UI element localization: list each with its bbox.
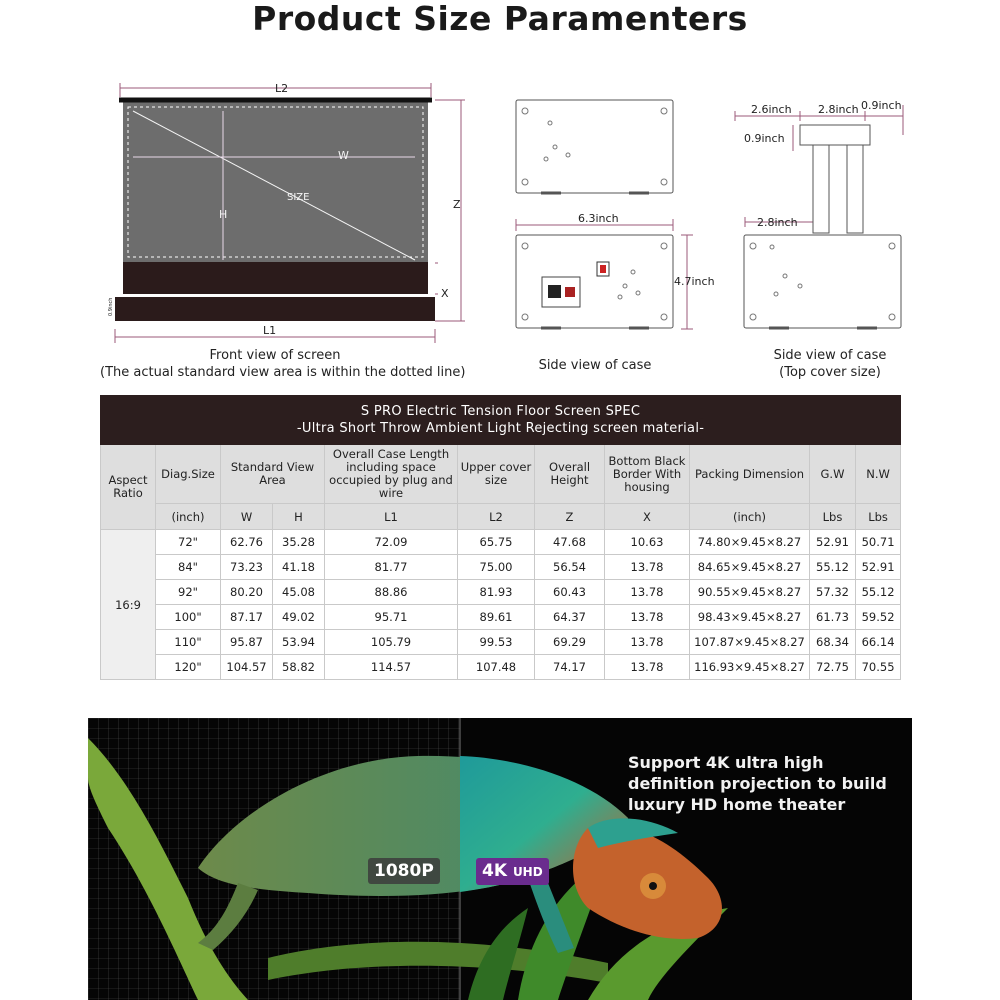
cell-w: 95.87 xyxy=(221,630,273,655)
header-diag-size: Diag.Size xyxy=(156,445,221,504)
cell-gw: 72.75 xyxy=(810,655,856,680)
z-label: Z xyxy=(453,198,461,211)
cell-diag: 92" xyxy=(156,580,221,605)
cell-z: 74.17 xyxy=(535,655,605,680)
header-standard-view: Standard View Area xyxy=(221,445,325,504)
cell-h: 35.28 xyxy=(273,530,325,555)
cell-nw: 52.91 xyxy=(856,555,901,580)
size-diagram xyxy=(95,75,915,385)
top-cover-shape xyxy=(800,125,870,233)
cell-diag: 72" xyxy=(156,530,221,555)
side-case-bottom xyxy=(516,235,673,328)
cell-l1: 105.79 xyxy=(325,630,458,655)
cell-h: 41.18 xyxy=(273,555,325,580)
unit-nw: Lbs xyxy=(856,504,901,530)
unit-w: W xyxy=(221,504,273,530)
cell-z: 56.54 xyxy=(535,555,605,580)
unit-z: Z xyxy=(535,504,605,530)
table-row xyxy=(101,605,901,630)
cell-x: 13.78 xyxy=(605,655,690,680)
spec-table-title xyxy=(101,396,901,445)
bottom-border xyxy=(123,262,428,294)
cell-packing: 74.80×9.45×8.27 xyxy=(690,530,810,555)
small-dim-label: 0.9inch xyxy=(108,297,114,316)
cell-h: 45.08 xyxy=(273,580,325,605)
top-cover-a-label: 2.6inch xyxy=(751,103,792,116)
unit-h: H xyxy=(273,504,325,530)
cell-h: 53.94 xyxy=(273,630,325,655)
badge-4k-uhd xyxy=(476,858,549,885)
unit-gw: Lbs xyxy=(810,504,856,530)
top-cover-caption-line2: (Top cover size) xyxy=(779,365,881,380)
top-cover-case xyxy=(744,235,901,328)
unit-packing: (inch) xyxy=(690,504,810,530)
header-nw: N.W xyxy=(856,445,901,504)
table-row xyxy=(101,530,901,555)
cell-z: 64.37 xyxy=(535,605,605,630)
top-cover-caption-line1: Side view of case xyxy=(773,348,887,363)
cell-diag: 84" xyxy=(156,555,221,580)
power-socket-slot xyxy=(548,285,561,298)
cell-diag: 100" xyxy=(156,605,221,630)
aspect-ratio-cell: 16:9 xyxy=(101,530,156,680)
l1-label: L1 xyxy=(263,324,277,337)
cell-nw: 66.14 xyxy=(856,630,901,655)
banner-text: Support 4K ultra high definition projection to build luxury HD home theater xyxy=(628,753,887,814)
spec-table-header-row xyxy=(101,445,901,504)
l2-label: L2 xyxy=(275,82,289,95)
cell-nw: 55.12 xyxy=(856,580,901,605)
header-case-length: Overall Case Length including space occupied by plug and wire xyxy=(325,445,458,504)
side-height-label: 4.7inch xyxy=(674,275,715,288)
spec-table xyxy=(100,395,901,680)
cell-packing: 107.87×9.45×8.27 xyxy=(690,630,810,655)
unit-l1: L1 xyxy=(325,504,458,530)
unit-l2: L2 xyxy=(458,504,535,530)
case-housing xyxy=(115,297,435,321)
cell-gw: 52.91 xyxy=(810,530,856,555)
cell-nw: 70.55 xyxy=(856,655,901,680)
header-aspect-ratio: Aspect Ratio xyxy=(101,445,156,530)
cell-l2: 65.75 xyxy=(458,530,535,555)
header-upper-cover: Upper cover size xyxy=(458,445,535,504)
header-packing: Packing Dimension xyxy=(690,445,810,504)
cell-x: 10.63 xyxy=(605,530,690,555)
screen-surface xyxy=(123,102,428,262)
side-case-top xyxy=(516,100,673,193)
table-row xyxy=(101,580,901,605)
page-title: Product Size Paramenters xyxy=(252,0,748,38)
fuse-slot xyxy=(565,287,575,297)
w-label: W xyxy=(338,149,349,162)
top-cover-e-label: 2.8inch xyxy=(757,216,798,229)
badge-4k-text: 4K xyxy=(482,861,508,881)
power-switch-indicator xyxy=(600,265,606,273)
cell-diag: 120" xyxy=(156,655,221,680)
cell-x: 13.78 xyxy=(605,605,690,630)
cell-w: 62.76 xyxy=(221,530,273,555)
cell-l2: 89.61 xyxy=(458,605,535,630)
cell-x: 13.78 xyxy=(605,630,690,655)
h-label: H xyxy=(219,208,228,221)
cell-l2: 107.48 xyxy=(458,655,535,680)
unit-x: X xyxy=(605,504,690,530)
promo-banner xyxy=(88,718,912,1000)
table-row xyxy=(101,655,901,680)
dimension-drawings xyxy=(95,75,915,385)
cell-l1: 81.77 xyxy=(325,555,458,580)
header-overall-height: Overall Height xyxy=(535,445,605,504)
cell-h: 49.02 xyxy=(273,605,325,630)
cell-w: 73.23 xyxy=(221,555,273,580)
cell-gw: 68.34 xyxy=(810,630,856,655)
top-cover-d-label: 0.9inch xyxy=(744,132,785,145)
cell-l1: 72.09 xyxy=(325,530,458,555)
cell-h: 58.82 xyxy=(273,655,325,680)
cell-l2: 75.00 xyxy=(458,555,535,580)
header-gw: G.W xyxy=(810,445,856,504)
badge-uhd-text: UHD xyxy=(512,865,543,879)
cell-l1: 95.71 xyxy=(325,605,458,630)
table-row xyxy=(101,555,901,580)
top-cover-b-label: 2.8inch xyxy=(818,103,859,116)
cell-x: 13.78 xyxy=(605,555,690,580)
header-bottom-border: Bottom Black Border With housing xyxy=(605,445,690,504)
cell-packing: 98.43×9.45×8.27 xyxy=(690,605,810,630)
size-label: SIZE xyxy=(287,192,310,203)
cell-gw: 55.12 xyxy=(810,555,856,580)
cell-l2: 99.53 xyxy=(458,630,535,655)
cell-packing: 84.65×9.45×8.27 xyxy=(690,555,810,580)
cell-gw: 61.73 xyxy=(810,605,856,630)
cell-l2: 81.93 xyxy=(458,580,535,605)
side-width-label: 6.3inch xyxy=(578,212,619,225)
spec-title-line2: -Ultra Short Throw Ambient Light Rejecting screen material- xyxy=(296,421,705,436)
cell-z: 47.68 xyxy=(535,530,605,555)
cell-w: 80.20 xyxy=(221,580,273,605)
cell-gw: 57.32 xyxy=(810,580,856,605)
cell-packing: 116.93×9.45×8.27 xyxy=(690,655,810,680)
cell-z: 69.29 xyxy=(535,630,605,655)
cell-nw: 59.52 xyxy=(856,605,901,630)
x-label: X xyxy=(441,287,449,300)
cell-z: 60.43 xyxy=(535,580,605,605)
top-cover-c-label: 0.9inch xyxy=(861,99,902,112)
front-view-caption-line1: Front view of screen xyxy=(209,348,341,363)
front-view-caption-line2: (The actual standard view area is within the dotted line) xyxy=(100,365,466,380)
cell-diag: 110" xyxy=(156,630,221,655)
badge-1080p: 1080P xyxy=(368,858,440,884)
spec-table-title-row xyxy=(101,396,901,445)
cell-l1: 114.57 xyxy=(325,655,458,680)
spec-title-line1: S PRO Electric Tension Floor Screen SPEC xyxy=(360,404,641,419)
cell-packing: 90.55×9.45×8.27 xyxy=(690,580,810,605)
cell-x: 13.78 xyxy=(605,580,690,605)
top-cover-caption xyxy=(745,347,915,381)
cell-w: 87.17 xyxy=(221,605,273,630)
cell-nw: 50.71 xyxy=(856,530,901,555)
side-view-caption: Side view of case xyxy=(538,358,652,373)
unit-diag: (inch) xyxy=(156,504,221,530)
spec-table-unit-row xyxy=(101,504,901,530)
front-view-caption xyxy=(100,347,466,381)
cell-w: 104.57 xyxy=(221,655,273,680)
cell-l1: 88.86 xyxy=(325,580,458,605)
table-row xyxy=(101,630,901,655)
